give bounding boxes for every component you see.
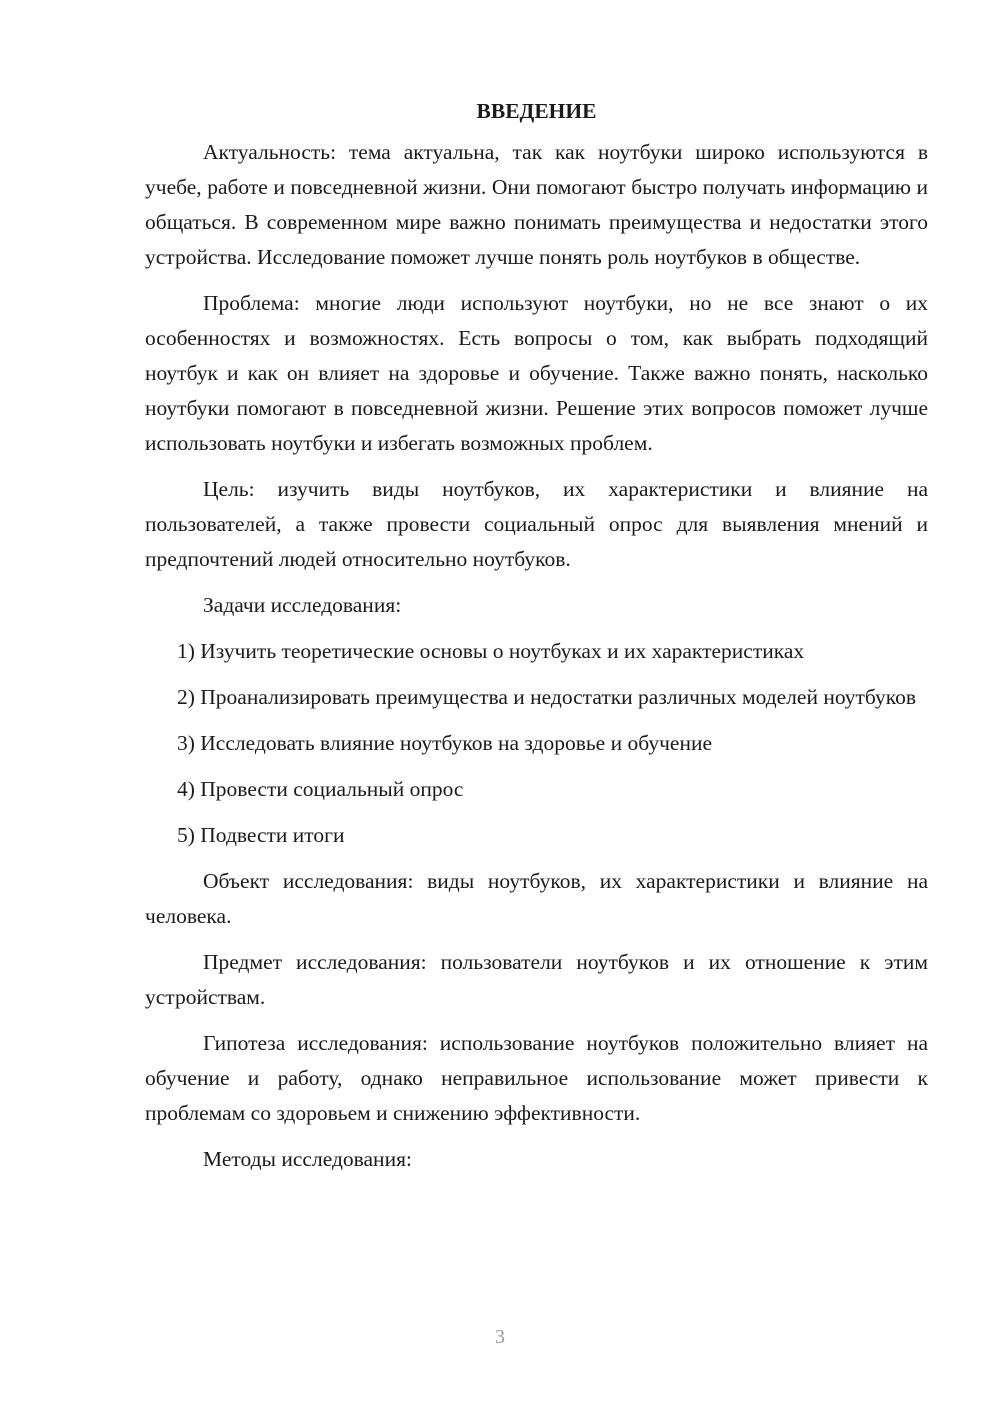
subject-paragraph: Предмет исследования: пользователи ноутбуков и их отношение к этим устройствам. xyxy=(145,950,928,1009)
list-item: 1) Изучить теоретические основы о ноутбуках и их характеристиках xyxy=(177,639,805,663)
relevance-paragraph: Актуальность: тема актуальна, так как ноутбуки широко используются в учебе, работе и повседневной жизни. Они помогают быстро получать информацию и общаться. В современном мире важно понимать преимущества и недостатки этого устройства. Исследование поможет лучше понять роль ноутбуков в обществе. xyxy=(145,140,928,269)
section-title: ВВЕДЕНИЕ xyxy=(476,99,597,123)
page-number: 3 xyxy=(495,1326,505,1348)
goal-paragraph: Цель: изучить виды ноутбуков, их характеристики и влияние на пользователей, а также провести социальный опрос для выявления мнений и предпочтений людей относительно ноутбуков. xyxy=(145,477,928,571)
methods-heading: Методы исследования: xyxy=(203,1147,412,1171)
list-item: 3) Исследовать влияние ноутбуков на здоровье и обучение xyxy=(177,731,713,755)
tasks-heading: Задачи исследования: xyxy=(203,593,402,617)
hypothesis-paragraph: Гипотеза исследования: использование ноутбуков положительно влияет на обучение и работу, однако неправильное использование может привести к проблемам со здоровьем и снижению эффективности. xyxy=(145,1031,928,1125)
page-content xyxy=(145,96,928,1188)
object-paragraph: Объект исследования: виды ноутбуков, их характеристики и влияние на человека. xyxy=(145,869,928,928)
list-item: 2) Проанализировать преимущества и недостатки различных моделей ноутбуков xyxy=(177,685,917,709)
list-item: 4) Провести социальный опрос xyxy=(177,777,464,801)
problem-paragraph: Проблема: многие люди используют ноутбуки, но не все знают о их особенностях и возможностях. Есть вопросы о том, как выбрать подходящий ноутбук и как он влияет на здоровье и обучение. Также важно понять, насколько ноутбуки помогают в повседневной жизни. Решение этих вопросов поможет лучше использовать ноутбуки и избегать возможных проблем. xyxy=(145,291,928,455)
list-item: 5) Подвести итоги xyxy=(177,823,345,847)
tasks-list xyxy=(145,634,928,853)
